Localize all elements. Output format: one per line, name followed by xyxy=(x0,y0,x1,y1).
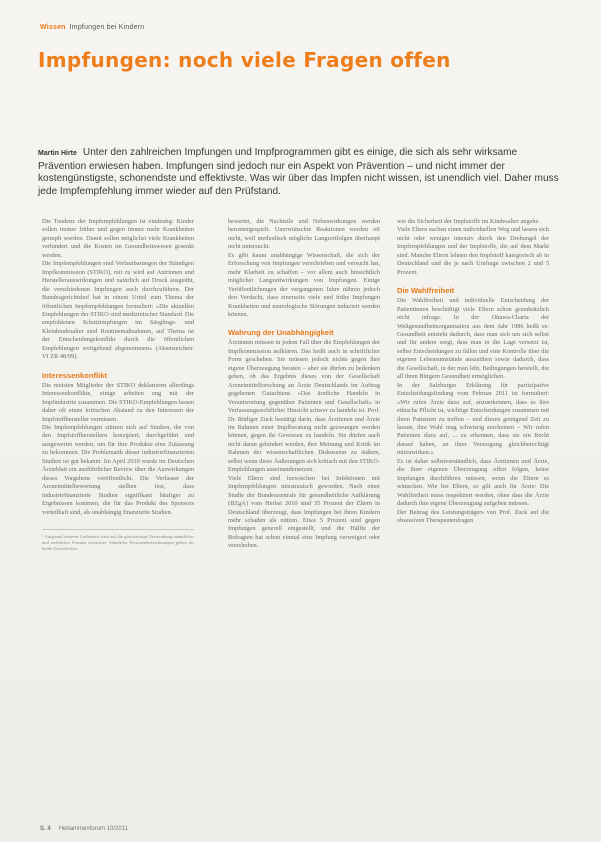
paragraph: Viele Eltern suchen einen individuellen Weg und lassen sich nicht oder weniger intensiv durch den Drehungel der Impfempfehlungen und der Impfstoffe, die auf dem Markt sind. Manche Eltern lehnen den Impfstoff kategorisch ab in Deutschland und die je nach Umfrage zwischen 2 und 5 Prozent. xyxy=(397,226,549,276)
column-1 xyxy=(42,218,194,552)
paragraph: Die Impfempfehlungen stützen sich auf Studien, die von den Impfstoffherstellern konzipiert, durchgeführt und ausgewertet werden, um für ihre Produkte eine Zulassung zu bekommen. Die Problematik dieser industriefinanzierten Studien ist gut bekannt. Im April 2010 wurde im Deutschen Ärzteblatt ein ausführlicher Review über die Auswirkungen dieses Vorgehens veröffentlicht. Die Verfasser der Arzneimittelbewertung stellten fest, dass industriefinanzierte Studien signifikant häufiger zu Ergebnissen kommen, die für das Produkt des Sponsors vorteilhaft sind, als unabhängig finanzierte Studien. xyxy=(42,423,194,516)
paragraph: bewertet, die Nachteile und Nebenwirkungen werden heruntergespielt. Unerwünschte Reaktionen werden oft nicht, weil methodisch mögliche Langzeitfolgen überhaupt nicht untersucht. xyxy=(228,218,380,251)
subheading-interessenkonflikt: Interessenkonflikt xyxy=(42,370,107,380)
paragraph: In der Salzburger Erklärung für partizipative Entscheidungsfindung vom Februar 2011 ist formuliert: »Wir rufen Ärzte dazu auf, anzuerkennen, dass es ihre ethische Pflicht ist, wichtige Entscheidungen zusammen mit ihren Patienten zu treffen – und diesen genügend Zeit zu lassen, ihre Wahl mag schwierig erscheinen – Wir rufen Patienten dazu auf, ... zu erkennen, dass sie ein Recht darauf haben, an ihrer Versorgung gleichberechtigt mitzuwirken.« xyxy=(397,381,549,457)
paragraph: Die Tendenz der Impfempfehlungen ist eindeutig: Kinder sollen immer früher und gegen immer mehr Krankheiten geimpft werden. Damit sollen möglichst viele Krankheiten verhindert und die Kosten im Gesundheitswesen gesenkt werden. xyxy=(42,218,194,259)
footnote: ¹ Aufgrund besserer Lesbarkeit wird auf die gleichzeitige Verwendung männlicher und weiblicher Formen verzichtet. Sämtliche Personenbezeichnungen gelten für beide Geschlechter. xyxy=(42,533,194,551)
section-header xyxy=(40,24,144,31)
footnote-divider xyxy=(42,529,194,530)
journal-name: Hebammenforum 10/2011 xyxy=(58,826,128,832)
page-footer xyxy=(40,826,128,832)
column-2 xyxy=(228,218,380,551)
author-name: Martin Hirte xyxy=(38,150,77,157)
paragraph: Ärztinnen müssen in jedem Fall über die Empfehlungen der Impfkommission aufklären. Das heißt auch in schriftlicher Form geschehen. Sie müssen jedoch nichts gegen ihre eigene Überzeugung beraten – aber sie dürfen zu bedenken geben, ob das Ergebnis dieses von der Gesellschaft Arzneimittelforschung an Ärzte Deutschlands im Auftrag gegebenen Gutachtens »Das ärztliche Handeln in Verantwortung gegenüber Patienten und Gesellschaft« in Verfassungsrechtlicher Hinsicht schwer zu handeln ist. Prof. Dr. Rüdiger Zuck bestätigt darin, dass Ärztinnen und Ärzte im Rahmen einer Impfberatung nicht gezwungen werden können, gegen ihr Gewissen zu handeln. Sie dürfen auch nicht daran gehindert werden, ihre Meinung und Kritik im Rahmen der wissenschaftlichen Diskussion zu äußern, selbst wenn diese Äußerungen sich kritisch mit den STIKO-Empfehlungen auseinandersetzen. xyxy=(228,339,380,474)
paragraph: Die Impfempfehlungen sind Verlautbarungen der Ständigen Impfkommission (STIKO), mit zu wird auf Antrinnen und Herstellerauswirkungen und natürlich auf Druck ausgeübt, die verschiedenen Impfungen auch durchzuführen. Der Bundesgerichtshof hat in einem Urteil zum Thema der öffentlichen Impfempfehlungen formuliert: »Die aktuellen Empfehlungen der STIKO sind medizinischer Standard. Die empfohlenen Schutzimpfungen im Säuglings- und Kleinkindesalter sind Routinemaßnahmen, auf Thema ist der Entscheidungskonflikt durch die öffentlichen Empfehlungen weitgehend abgenommen« (Aktenzeichen: VI ZR 48/99). xyxy=(42,260,194,361)
column-3 xyxy=(397,218,549,525)
article-title: Impfungen: noch viele Fragen offen xyxy=(38,48,451,72)
paragraph: Die meisten Mitglieder der STIKO deklarieren allerdings Interessenkonflikte, einige arbeiten eng mit der Impfindustrie zusammen. Die STIKO-Empfehlungen lassen daher oft einen kritischen Abstand zu den Interessen der Impfstoffhersteller vermissen. xyxy=(42,381,194,423)
subheading-unabhaengigkeit: Wahrung der Unabhängigkeit xyxy=(228,328,334,338)
subheading-wahlfreiheit: Die Wahlfreiheit xyxy=(397,286,455,296)
paragraph: Es ist daher selbstverständlich, dass Ärztinnen und Ärzte, die ihrer eigenen Überzeugung offen folgen, keine Impfungen durchführen müssen, wenn die Eltern es wünschen. Wie bei Eltern, so gilt auch für Ärzte: Die Wahlfreiheit muss respektiert werden, ohne dass die Ärzte dadurch ihre eigene Überzeugung aufgeben müssen. xyxy=(397,457,549,508)
article-lead xyxy=(38,147,566,198)
paragraph: Die Wahlfreiheit und individuelle Entscheidung der Patientinnen beschäftigt viele Eltern schon grundsätzlich nicht infrage. In der Ottawa-Charta der Weltgesundheitsorganisation aus dem Jahr 1986 heißt es: Gesundheit entsteht dadurch, dass man sich um sich selbst und für andere sorgt, dass man in die Lage versetzt ist, selbst Entscheidungen zu fällen und eine Kontrolle über die eigenen Lebensumstände auszuüben sowie dadurch, dass die Gesellschaft, in der man lebt, Bedingungen herstellt, die all ihren Bürgern Gesundheit ermöglichen. xyxy=(397,297,549,381)
paragraph: wie die Sicherheit der Impfstoffe im Kindesalter angehe. xyxy=(397,218,540,225)
lead-text: Unter den zahlreichen Impfungen und Impfprogrammen gibt es einige, die sich als sehr wirksame Prävention erwiesen haben. Impfungen sind jedoch nur ein Aspekt von Prävention – und nicht immer der kostengünstigste, schonendste und effektivste. Was wir über das Impfen nicht wissen, ist unendlich viel. Daher muss jede Impfempfehlung immer wieder auf den Prüfstand. xyxy=(38,147,559,197)
paragraph: Der Beitrag des Leistungsträgers von Prof. Zuck auf die obsessiven Therapeutenfragen xyxy=(397,508,549,524)
section-name: Wissen xyxy=(40,24,66,31)
paragraph: Viele Eltern sind inzwischen bei Infektionen mit Impfempfehlungen misstrauisch geworden. Nach einer Studie der Bundeszentrale für gesundheitliche Aufklärung (BZgA) vom Herbst 2010 sind 35 Prozent der Eltern in Deutschland überzeugt, dass Impfungen bei ihren Kindern mehr schaden als nützen. Etwa 5 Prozent sind gegen Impfungen generell eingestellt, und die Hälfte der Befragten hat schon einmal eine Impfung verweigert oder verschoben. xyxy=(228,474,380,550)
page-number: S. 4 xyxy=(40,826,51,832)
section-topic: Impfungen bei Kindern xyxy=(69,24,145,31)
paragraph: Es gibt kaum unabhängige Wissenschaft, die sich der Erforschung von Impfungen verschrieben und versucht hat, mehr Klarheit zu schaffen – vor allem auch hinsichtlich möglicher Langzeitwirkungen von Impfungen. Einige Veröffentlichungen der vergangenen Jahre nähren jedoch den Verdacht, dass einerseits viele und frühe Impfungen Krankheiten und neurologische Störungen induziert werden können. xyxy=(228,251,380,318)
